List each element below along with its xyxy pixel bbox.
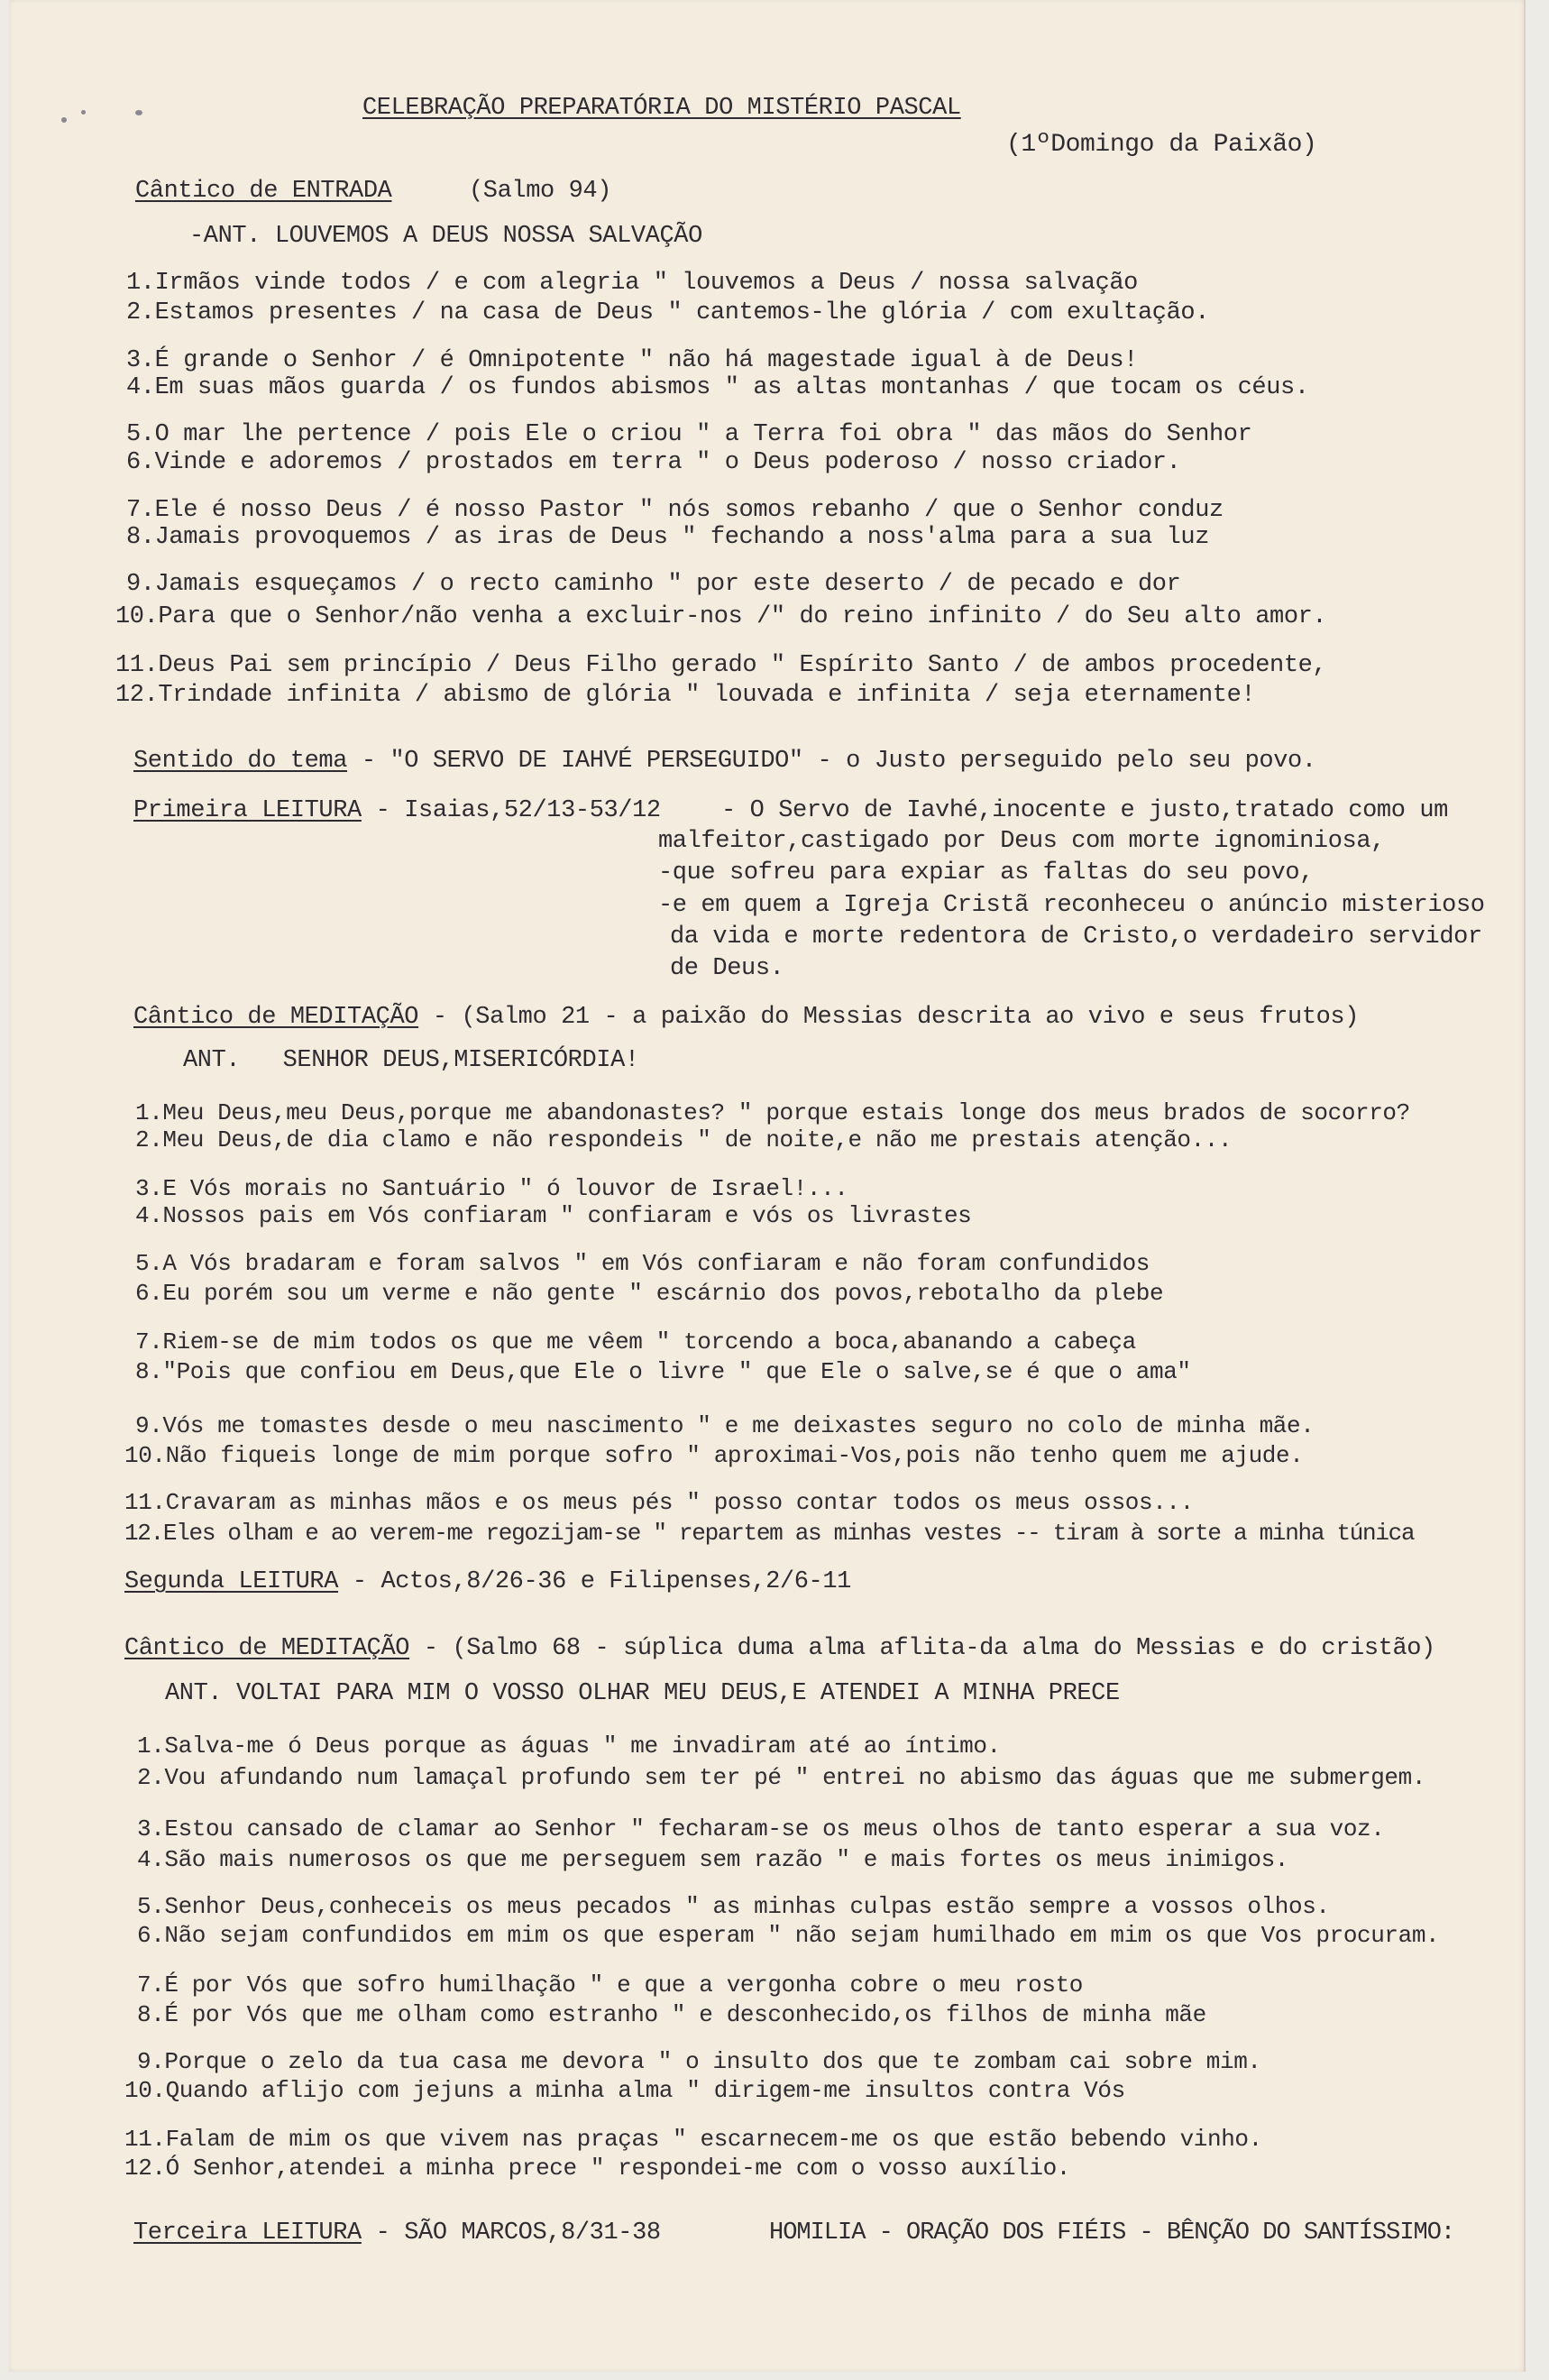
- meditacao2-salmo: - (Salmo 68 - súplica duma alma aflita-da alma do Messias e do cristão): [409, 1635, 1435, 1662]
- verse-line: 6.Eu porém sou um verme e não gente " escárnio dos povos,rebotalho da plebe: [135, 1280, 1164, 1307]
- meditacao1-label: Cântico de MEDITAÇÃO: [133, 1004, 419, 1031]
- verse-line: 7.Riem-se de mim todos os que me vêem " torcendo a boca,abanando a cabeça: [135, 1328, 1136, 1355]
- verse-line: 7.É por Vós que sofro humilhação " e que a vergonha cobre o meu rosto: [137, 1971, 1083, 1999]
- verse-line: 9.Porque o zelo da tua casa me devora " o insulto dos que te zombam cai sobre mim.: [137, 2048, 1261, 2075]
- verse-line: 4.Em suas mãos guarda / os fundos abismos " as altas montanhas / que tocam os céus.: [126, 374, 1309, 401]
- meditacao2-row: [124, 1634, 1435, 1663]
- verse-line: 4.Nossos pais em Vós confiaram " confiaram e vós os livrastes: [135, 1202, 972, 1229]
- verse-line: 1.Salva-me ó Deus porque as águas " me invadiram até ao íntimo.: [137, 1732, 1001, 1760]
- primeira-line: -que sofreu para expiar as faltas do seu povo,: [658, 859, 1314, 887]
- ink-speck: [61, 117, 67, 123]
- verse-line: 2.Estamos presentes / na casa de Deus " cantemos-lhe glória / com exultação.: [126, 299, 1210, 326]
- meditacao1-row: [133, 1003, 1359, 1032]
- terceira-ref: - SÃO MARCOS,8/31-38: [361, 2219, 661, 2247]
- verse-line: 11.Falam de mim os que vivem nas praças " escarnecem-me os que estão bebendo vinho.: [124, 2126, 1262, 2153]
- primeira-line: -e em quem a Igreja Cristã reconheceu o anúncio misterioso: [658, 892, 1485, 919]
- verse-line: 11.Deus Pai sem princípio / Deus Filho gerado " Espírito Santo / de ambos procedente,: [115, 652, 1327, 679]
- entrada-label: Cântico de ENTRADA: [135, 178, 392, 205]
- meditacao1-salmo: - (Salmo 21 - a paixão do Messias descrita ao vivo e seus frutos): [418, 1004, 1360, 1031]
- verse-line: 1.Meu Deus,meu Deus,porque me abandonastes? " porque estais longe dos meus brados de socorro?: [135, 1099, 1410, 1126]
- sentido-text: - "O SERVO DE IAHVÉ PERSEGUIDO" - o Justo perseguido pelo seu povo.: [347, 748, 1316, 775]
- verse-line: 5.O mar lhe pertence / pois Ele o criou " a Terra foi obra " das mãos do Senhor: [126, 421, 1252, 448]
- verse-line: 3.É grande o Senhor / é Omnipotente " não há magestade igual à de Deus!: [126, 347, 1138, 374]
- verse-line: 9.Jamais esqueçamos / o recto caminho " por este deserto / de pecado e dor: [126, 571, 1181, 598]
- verse-line: 4.São mais numerosos os que me perseguem sem razão " e mais fortes os meus inimigos.: [137, 1846, 1289, 1873]
- verse-line: 10.Não fiqueis longe de mim porque sofro " aproximai-Vos,pois não tenho quem me ajude.: [124, 1442, 1304, 1469]
- verse-line: 1.Irmãos vinde todos / e com alegria " louvemos a Deus / nossa salvação: [126, 270, 1138, 297]
- verse-line: 3.E Vós morais no Santuário " ó louvor de Israel!...: [135, 1175, 848, 1202]
- primeira-line: de Deus.: [670, 955, 784, 982]
- terceira-row: [133, 2219, 661, 2247]
- primeira-line: malfeitor,castigado por Deus com morte ignominiosa,: [658, 828, 1385, 855]
- sentido-row: [133, 747, 1316, 776]
- verse-line: 2.Meu Deus,de dia clamo e não respondeis " de noite,e não me prestais atenção...: [135, 1126, 1233, 1153]
- verse-line: 8.Jamais provoquemos / as iras de Deus " fechando a noss'alma para a sua luz: [126, 524, 1210, 551]
- entrada-salmo: (Salmo 94): [469, 178, 612, 205]
- meditacao2-antifona: ANT. VOLTAI PARA MIM O VOSSO OLHAR MEU DEUS,E ATENDEI A MINHA PRECE: [165, 1680, 1120, 1707]
- meditacao1-antifona: ANT. SENHOR DEUS,MISERICÓRDIA!: [183, 1047, 639, 1074]
- segunda-text: - Actos,8/26-36 e Filipenses,2/6-11: [338, 1568, 851, 1595]
- primeira-line: - O Servo de Iavhé,inocente e justo,tratado como um: [721, 797, 1448, 824]
- verse-line: 8."Pois que confiou em Deus,que Ele o livre " que Ele o salve,se é que o ama": [135, 1358, 1191, 1385]
- verse-line: 6.Não sejam confundidos em mim os que esperam " não sejam humilhado em mim os que Vos procuram.: [137, 1922, 1440, 1949]
- verse-line: 12.Trindade infinita / abismo de glória " louvada e infinita / seja eternamente!: [115, 682, 1256, 709]
- verse-line: 8.É por Vós que me olham como estranho " e desconhecido,os filhos de minha mãe: [137, 2001, 1206, 2028]
- verse-line: 3.Estou cansado de clamar ao Senhor " fecharam-se os meus olhos de tanto esperar a sua voz.: [137, 1815, 1385, 1842]
- primeira-label: Primeira LEITURA: [133, 797, 362, 824]
- verse-line: 12.Ó Senhor,atendei a minha prece " respondei-me com o vosso auxílio.: [124, 2155, 1070, 2182]
- page-subtitle: (1ºDomingo da Paixão): [1006, 131, 1317, 159]
- verse-line: 12.Eles olham e ao verem-me regozijam-se " repartem as minhas vestes -- tiram à sorte a minha túnica: [124, 1520, 1415, 1547]
- primeira-row: [133, 796, 661, 825]
- verse-line: 11.Cravaram as minhas mãos e os meus pés " posso contar todos os meus ossos...: [124, 1489, 1194, 1516]
- primeira-ref: 52/13-53/12: [503, 797, 661, 824]
- terceira-label: Terceira LEITURA: [133, 2219, 362, 2247]
- ink-speck: [135, 110, 142, 115]
- meditacao2-label: Cântico de MEDITAÇÃO: [124, 1635, 410, 1662]
- verse-line: 6.Vinde e adoremos / prostados em terra " o Deus poderoso / nosso criador.: [126, 449, 1181, 476]
- segunda-label: Segunda LEITURA: [124, 1568, 339, 1595]
- verse-line: 10.Para que o Senhor/não venha a excluir-nos /" do reino infinito / do Seu alto amor.: [115, 603, 1327, 630]
- entrada-antifona: -ANT. LOUVEMOS A DEUS NOSSA SALVAÇÃO: [189, 223, 702, 250]
- document-page: [9, 0, 1526, 2372]
- verse-line: 9.Vós me tomastes desde o meu nascimento " e me deixastes seguro no colo de minha mãe.: [135, 1412, 1315, 1439]
- verse-line: 7.Ele é nosso Deus / é nosso Pastor " nós somos rebanho / que o Senhor conduz: [126, 497, 1224, 524]
- segunda-row: [124, 1567, 851, 1596]
- verse-line: 5.A Vós bradaram e foram salvos " em Vós confiaram e não foram confundidos: [135, 1250, 1150, 1277]
- verse-line: 10.Quando aflijo com jejuns a minha alma " dirigem-me insultos contra Vós: [124, 2077, 1125, 2104]
- verse-line: 2.Vou afundando num lamaçal profundo sem ter pé " entrei no abismo das águas que me submergem.: [137, 1764, 1426, 1791]
- primeira-line: da vida e morte redentora de Cristo,o verdadeiro servidor: [670, 924, 1482, 951]
- closing-line: HOMILIA - ORAÇÃO DOS FIÉIS - BÊNÇÃO DO SANTÍSSIMO:: [769, 2219, 1455, 2247]
- verse-line: 5.Senhor Deus,conheceis os meus pecados " as minhas culpas estão sempre a vossos olhos.: [137, 1893, 1330, 1920]
- page-title: CELEBRAÇÃO PREPARATÓRIA DO MISTÉRIO PASCAL: [362, 95, 961, 122]
- sentido-label: Sentido do tema: [133, 748, 348, 775]
- ink-speck: [81, 110, 86, 115]
- primeira-ref-prefix: - Isaias,: [361, 797, 504, 824]
